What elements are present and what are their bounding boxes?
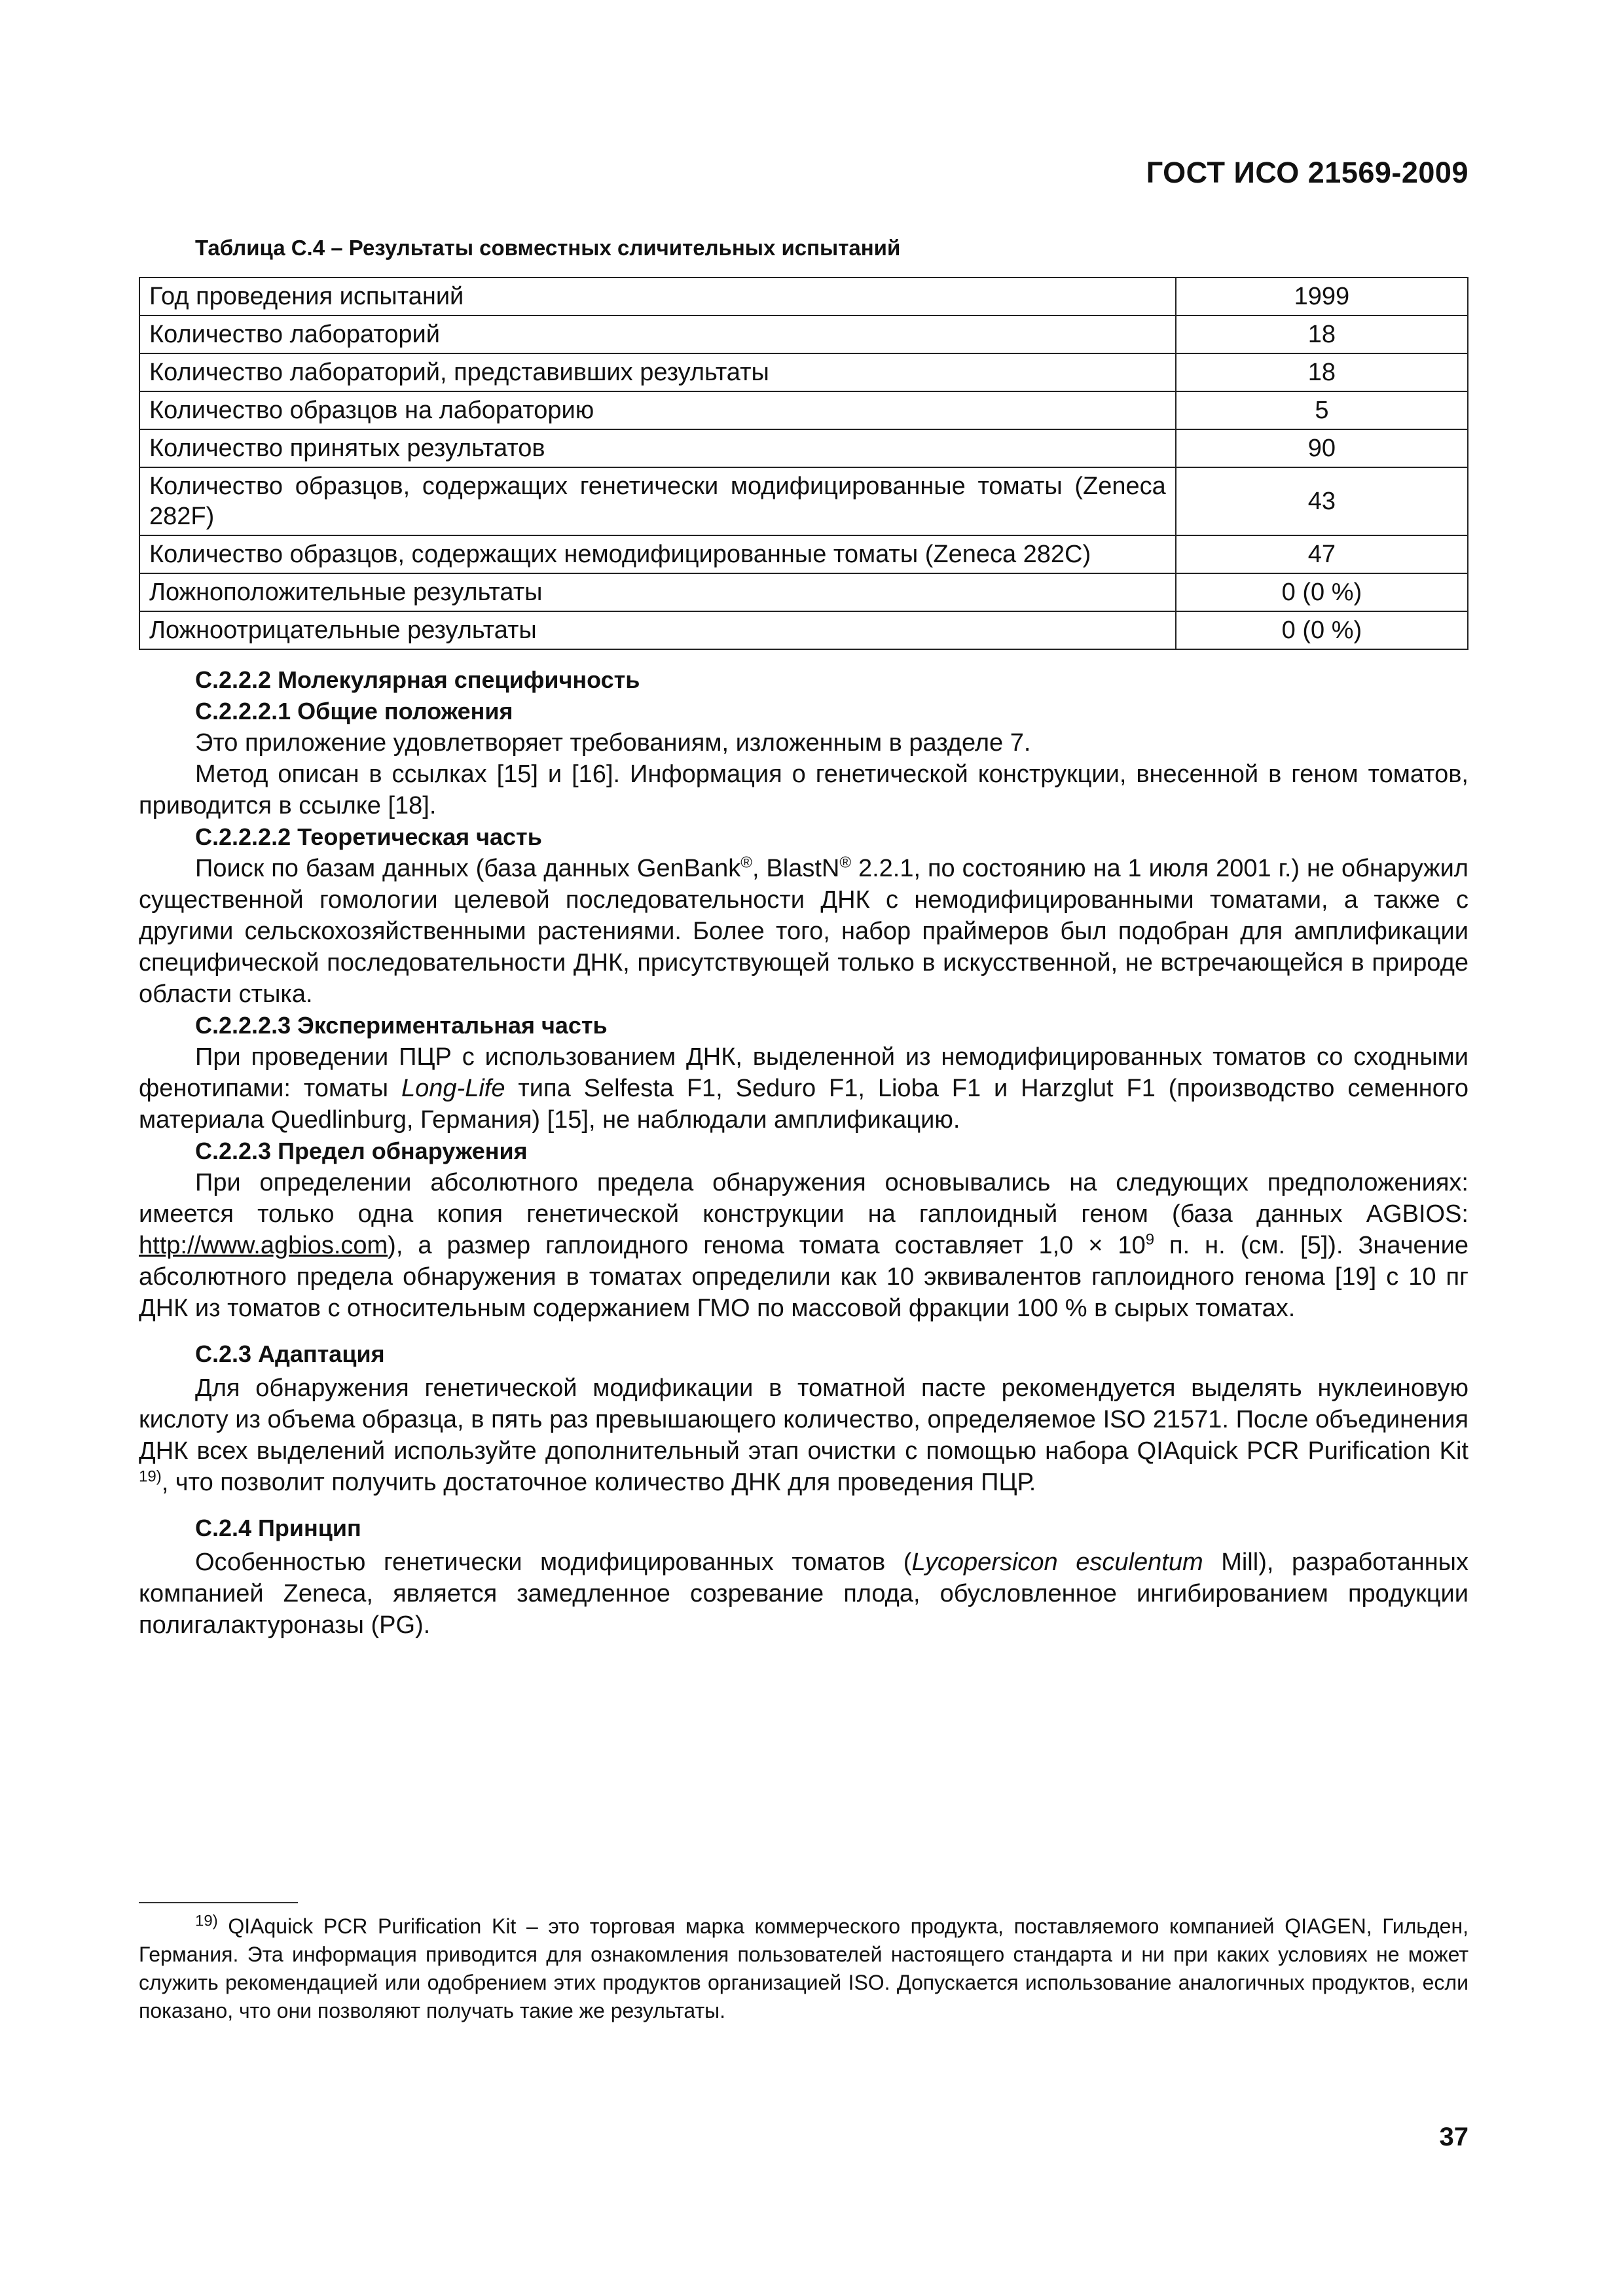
row-label: Ложноотрицательные результаты: [139, 611, 1176, 649]
text-run: Особенностью генетически модифицированных томатов (: [195, 1549, 912, 1576]
footnote-reference: 19): [139, 1467, 162, 1486]
registered-mark: ®: [740, 853, 752, 872]
paragraph: [139, 1547, 1468, 1641]
row-value: 18: [1176, 315, 1468, 353]
table-row: [139, 573, 1468, 611]
section-heading: С.2.2.2.3 Экспериментальная часть: [195, 1012, 608, 1039]
text-run: п. н. (см. [5]). Значение абсолютного предела обнаружения в томатах определили как 10 эквивалентов гаплоидного генома [19] с 10 пг ДНК из томатов с относительным содержанием ГМО по массовой фракции 100 % в сырых томатах.: [139, 1232, 1468, 1322]
row-value: 5: [1176, 391, 1468, 429]
section-heading: С.2.2.2 Молекулярная специфичность: [195, 666, 640, 693]
paragraph: [139, 853, 1468, 1010]
page-number: 37: [1439, 2123, 1468, 2151]
text-run: ), а размер гаплоидного генома томата составляет 1,0 × 10: [388, 1232, 1146, 1259]
row-label: Количество образцов, содержащих генетически модифицированные томаты (Zeneca 282F): [139, 467, 1176, 535]
italic-text: Long-Life: [401, 1075, 505, 1102]
document-code-header: ГОСТ ИСО 21569-2009: [1146, 156, 1468, 189]
row-label: Количество принятых результатов: [139, 429, 1176, 467]
text-run: Для обнаружения генетической модификации в томатной пасте рекомендуется выделять нуклеиновую кислоту из объема образца, в пять раз превышающего количество, определяемое ISO 21571. После объединения ДНК всех выделений используйте дополнительный этап очистки с помощью набора QIAquick PCR Purification Kit: [139, 1374, 1468, 1465]
row-label: Количество лабораторий: [139, 315, 1176, 353]
paragraph: [139, 1372, 1468, 1498]
row-value: 18: [1176, 353, 1468, 391]
superscript-exponent: 9: [1145, 1230, 1155, 1249]
registered-mark: ®: [839, 853, 852, 872]
text-run: Поиск по базам данных (база данных GenBank: [195, 855, 741, 882]
footnote-marker: 19): [195, 1912, 218, 1930]
section-heading: С.2.2.2.2 Теоретическая часть: [195, 823, 542, 850]
results-table: [139, 277, 1468, 650]
row-value: 1999: [1176, 278, 1468, 315]
text-run: , что позволит получить достаточное количество ДНК для проведения ПЦР.: [161, 1469, 1036, 1496]
row-value: 43: [1176, 467, 1468, 535]
paragraph: [139, 1167, 1468, 1324]
page-content: [139, 232, 1468, 1641]
text-run: Mill), разработанных компанией Zeneca, является замедленное созревание плода, обусловленное ингибированием продукции полигалактуроназы (PG).: [139, 1549, 1468, 1639]
table-row: [139, 429, 1468, 467]
footnote: [139, 1912, 1468, 2025]
text-run: , BlastN: [752, 855, 840, 882]
row-value: 90: [1176, 429, 1468, 467]
section-heading: С.2.2.2.1 Общие положения: [195, 698, 513, 725]
row-value: 0 (0 %): [1176, 611, 1468, 649]
row-label: Ложноположительные результаты: [139, 573, 1176, 611]
paragraph: Это приложение удовлетворяет требованиям, изложенным в разделе 7.: [195, 729, 1031, 757]
section-heading: С.2.4 Принцип: [195, 1515, 361, 1541]
row-value: 0 (0 %): [1176, 573, 1468, 611]
text-run: типа Selfesta F1, Seduro F1, Lioba F1 и Harzglut F1 (производство семенного материала Quedlinburg, Германия) [15], не наблюдали амплификацию.: [139, 1075, 1468, 1134]
row-value: 47: [1176, 535, 1468, 573]
table-row: [139, 315, 1468, 353]
paragraph: [139, 1041, 1468, 1136]
row-label: Год проведения испытаний: [139, 278, 1176, 315]
italic-text: Lycopersicon esculentum: [911, 1549, 1203, 1576]
table-row: [139, 535, 1468, 573]
footnote-text: QIAquick PCR Purification Kit – это торговая марка коммерческого продукта, поставляемого компанией QIAGEN, Гильден, Германия. Эта информация приводится для ознакомления пользователей настоящего стандарта и ни при каких условиях не может служить рекомендацией или одобрением этих продуктов организацией ISO. Допускается использование аналогичных продуктов, если показано, что они позволяют получать такие же результаты.: [139, 1914, 1468, 2022]
text-run: При проведении ПЦР с использованием ДНК, выделенной из немодифицированных томатов со сходными фенотипами: томаты: [139, 1043, 1468, 1102]
section-heading: С.2.2.3 Предел обнаружения: [195, 1138, 528, 1164]
row-label: Количество образцов, содержащих немодифицированные томаты (Zeneca 282C): [139, 535, 1176, 573]
text-run: При определении абсолютного предела обнаружения основывались на следующих предположениях: имеется только одна копия генетической конструкции на гаплоидный геном (база данных AGBIOS:: [139, 1169, 1468, 1228]
paragraph: Метод описан в ссылках [15] и [16]. Информация о генетической конструкции, внесенной в геном томатов, приводится в ссылке [18].: [139, 761, 1468, 819]
table-row: [139, 278, 1468, 315]
row-label: Количество лабораторий, представивших результаты: [139, 353, 1176, 391]
text-run: 2.2.1, по состоянию на 1 июля 2001 г.) не обнаружил существенной гомологии целевой последовательности ДНК с немодифицированными томатами, а также с другими сельскохозяйственными растениями. Более того, набор праймеров был подобран для амплификации специфической последовательности ДНК, присутствующей только в искусственной, не встречающейся в природе области стыка.: [139, 855, 1468, 1008]
agbios-link[interactable]: http://www.agbios.com: [139, 1232, 388, 1259]
table-row: [139, 467, 1468, 535]
footnote-divider: [139, 1902, 298, 1903]
table-row: [139, 353, 1468, 391]
table-caption: Таблица С.4 – Результаты совместных сличительных испытаний: [195, 236, 901, 260]
section-heading: С.2.3 Адаптация: [195, 1340, 385, 1367]
table-row: [139, 611, 1468, 649]
table-row: [139, 391, 1468, 429]
row-label: Количество образцов на лабораторию: [139, 391, 1176, 429]
